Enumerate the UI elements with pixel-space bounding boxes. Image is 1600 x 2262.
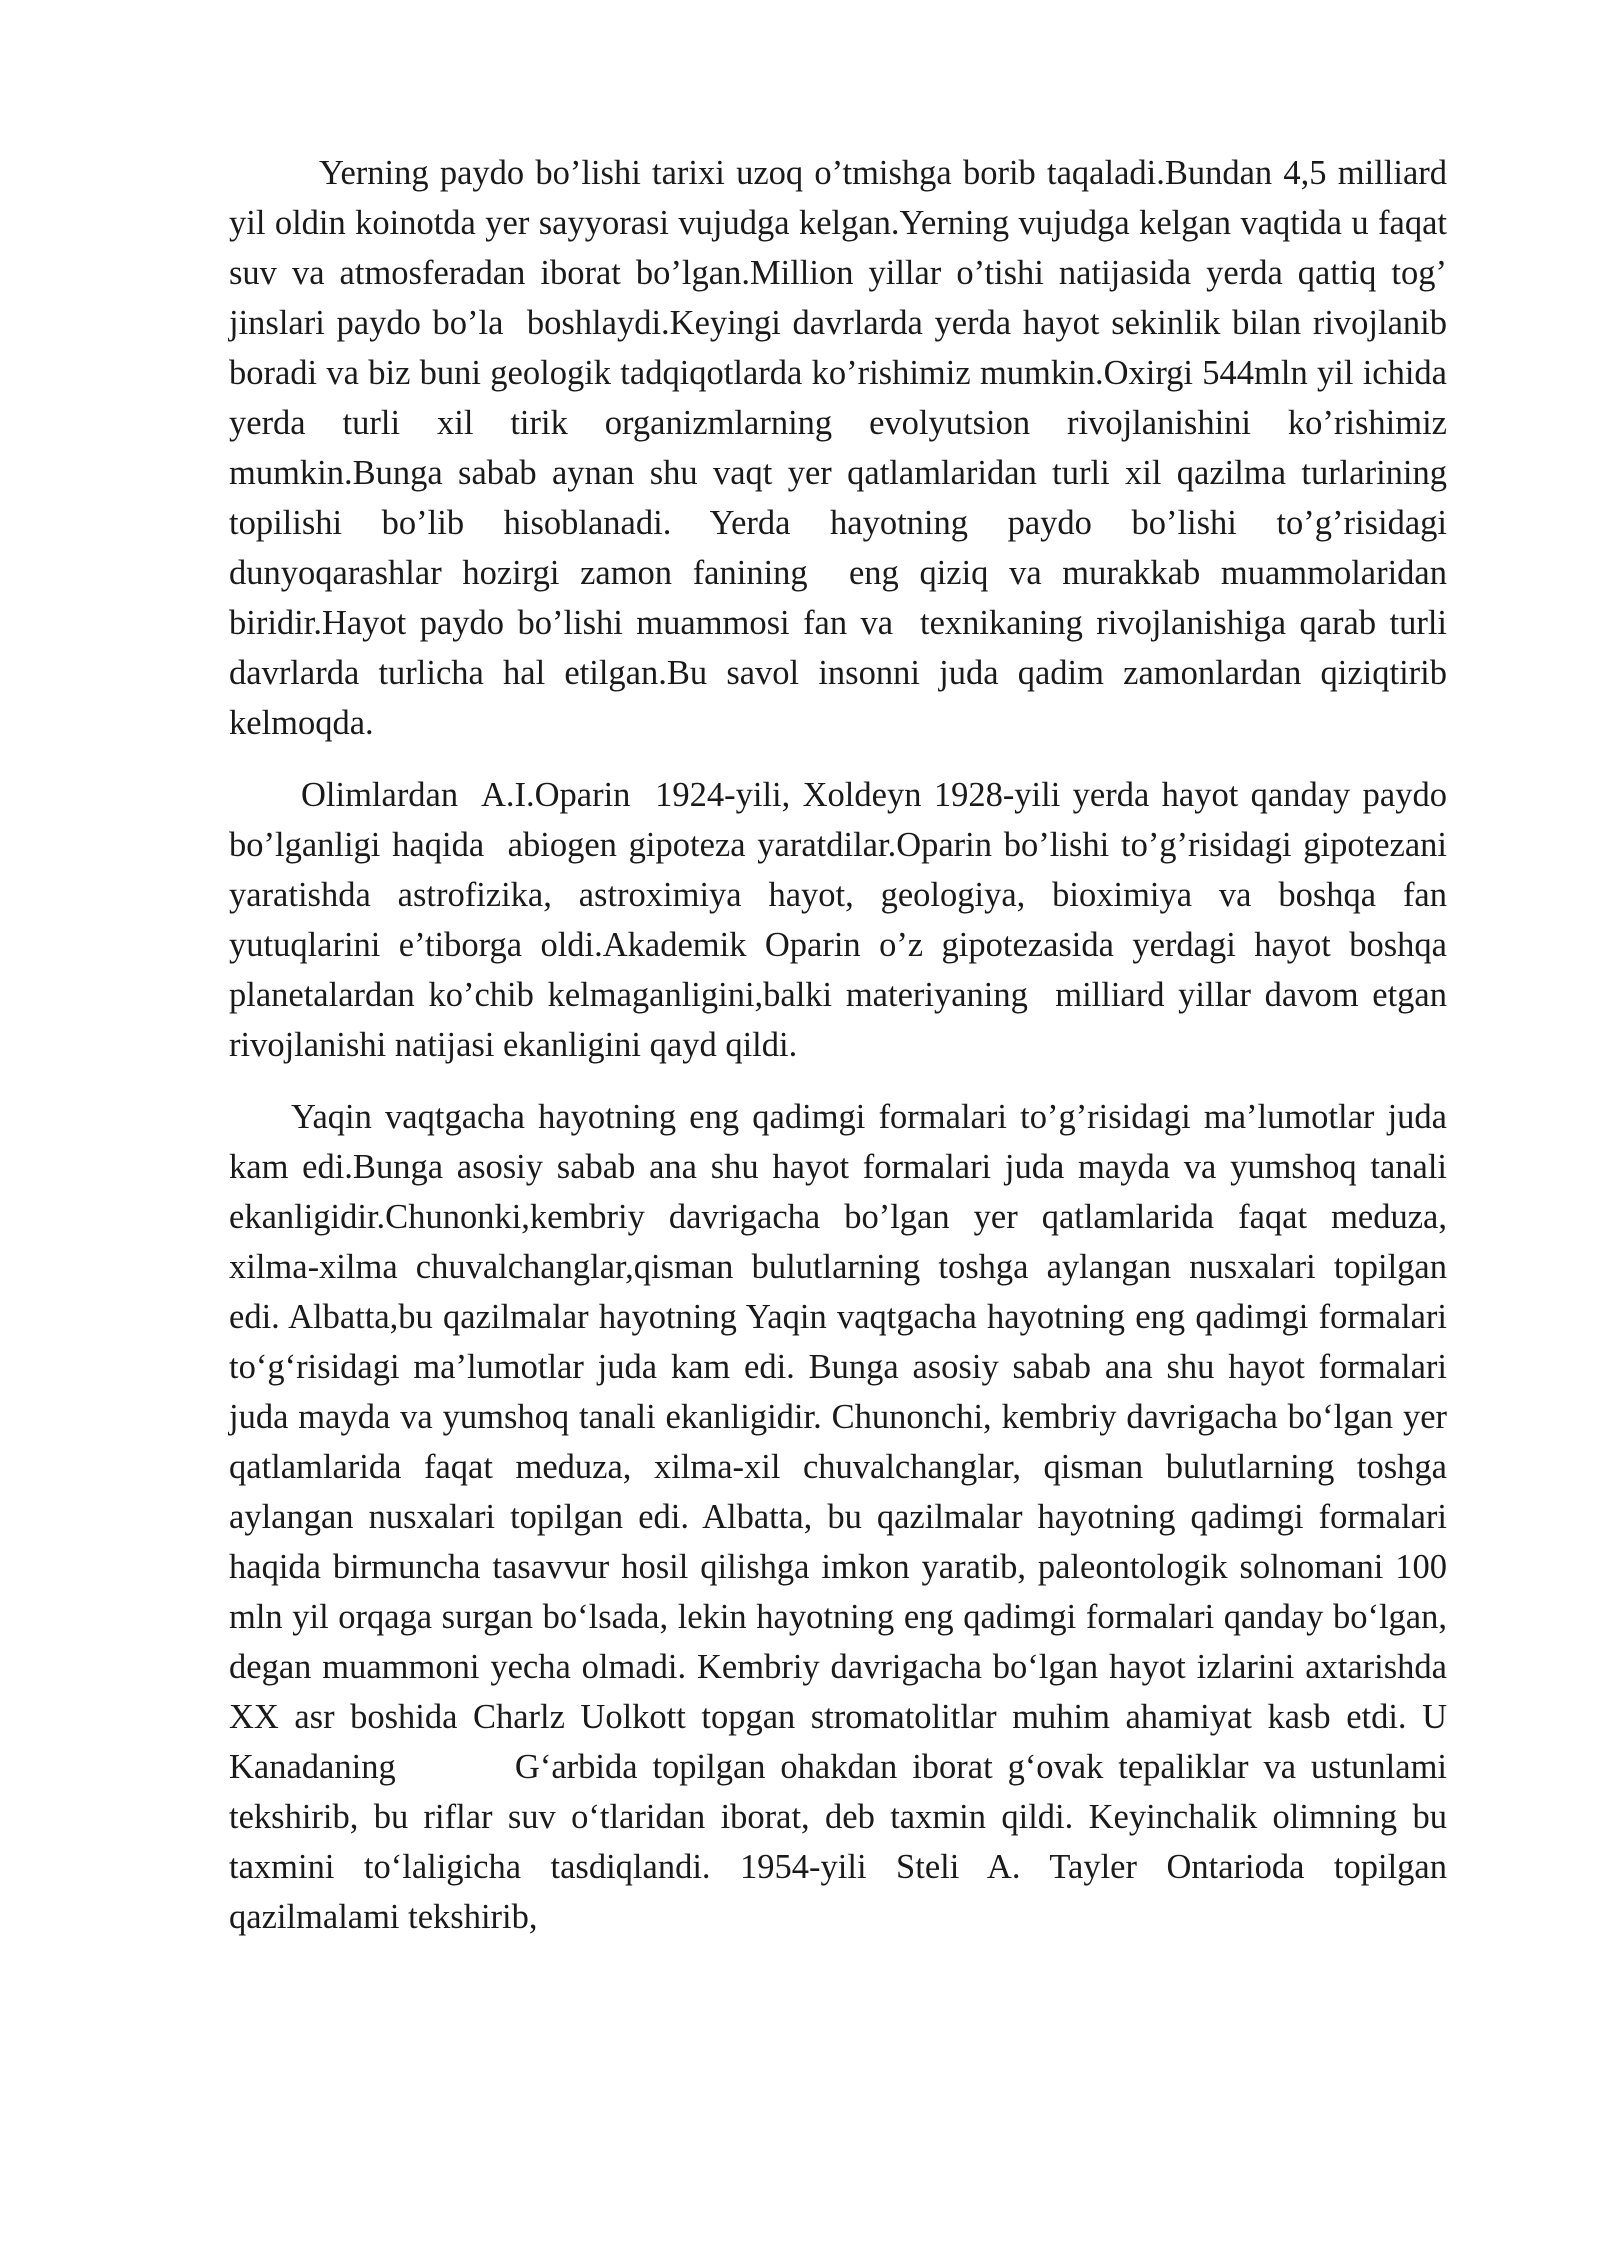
paragraph-oparin-hypothesis: Olimlardan A.I.Oparin 1924-yili, Xoldeyn 1928-yili yerda hayot qanday paydo bo’lganligi haqida abiogen gipoteza yaratdilar.Oparin bo’lishi to’g’risidagi gipotezani yaratishda astrofizika, astroximiya hayot, geologiya, bioximiya va boshqa fan yutuqlarini e’tiborga oldi.Akademik Oparin o’z gipotezasida yerdagi hayot boshqa planetalardan ko’chib kelmaganligini,balki materiyaning milliard yillar davom etgan rivojlanishi natijasi ekanligini qayd qildi. [229, 776, 1456, 1064]
document-body [229, 148, 1465, 1964]
paragraph-ancient-life-forms: Yaqin vaqtgacha hayotning eng qadimgi formalari to’g’risidagi ma’lumotlar juda kam edi.Bunga asosiy sabab ana shu hayot formalari juda mayda va yumshoq tanali ekanligidir.Chunonki,kembriy davrigacha bo’lgan yer qatlamlarida faqat meduza, xilma-xilma chuvalchanglar,qisman bulutlarning toshga aylangan nusxalari topilgan edi. Albatta,bu qazilmalar hayotning Yaqin vaqtgacha hayotning eng qadimgi formalari to‘g‘risidagi ma’lumotlar juda kam edi. Bunga asosiy sabab ana shu hayot formalari juda mayda va yumshoq tanali ekanligidir. Chunonchi, kembriy davrigacha bo‘lgan yer qatlamlarida faqat meduza, xilma-xil chuvalchanglar, qisman bulutlarning toshga aylangan nusxalari topilgan edi. Albatta, bu qazilmalar hayotning qadimgi formalari haqida birmuncha tasavvur hosil qilishga imkon yaratib, paleontologik solnomani 100 mln yil orqaga surgan bo‘lsada, lekin hayotning eng qadimgi formalari qanday bo‘lgan, degan muammoni yecha olmadi. Kembriy davrigacha bo‘lgan hayot izlarini axtarishda XX asr boshida Charlz Uolkott topgan stromatolitlar muhim ahamiyat kasb etdi. U Kanadaning G‘arbida topilgan ohakdan iborat g‘ovak tepaliklar va ustunlami tekshirib, bu riflar suv o‘tlaridan iborat, deb taxmin qildi. Keyinchalik olimning bu taxmini to‘laligicha tasdiqlandi. 1954-yili Steli A. Tayler Ontarioda topilgan qazilmalami tekshirib, [229, 1098, 1456, 1936]
paragraph-earth-origin: Yerning paydo bo’lishi tarixi uzoq o’tmishga borib taqaladi.Bundan 4,5 milliard yil oldin koinotda yer sayyorasi vujudga kelgan.Yerning vujudga kelgan vaqtida u faqat suv va atmosferadan iborat bo’lgan.Million yillar o’tishi natijasida yerda qattiq tog’ jinslari paydo bo’la boshlaydi.Keyingi davrlarda yerda hayot sekinlik bilan rivojlanib boradi va biz buni geologik tadqiqotlarda ko’rishimiz mumkin.Oxirgi 544mln yil ichida yerda turli xil tirik organizmlarning evolyutsion rivojlanishini ko’rishimiz mumkin.Bunga sabab aynan shu vaqt yer qatlamlaridan turli xil qazilma turlarining topilishi bo’lib hisoblanadi. Yerda hayotning paydo bo’lishi to’g’risidagi dunyoqarashlar hozirgi zamon fanining eng qiziq va murakkab muammolaridan biridir.Hayot paydo bo’lishi muammosi fan va texnikaning rivojlanishiga qarab turli davrlarda turlicha hal etilgan.Bu savol insonni juda qadim zamonlardan qiziqtirib kelmoqda. [229, 154, 1465, 742]
